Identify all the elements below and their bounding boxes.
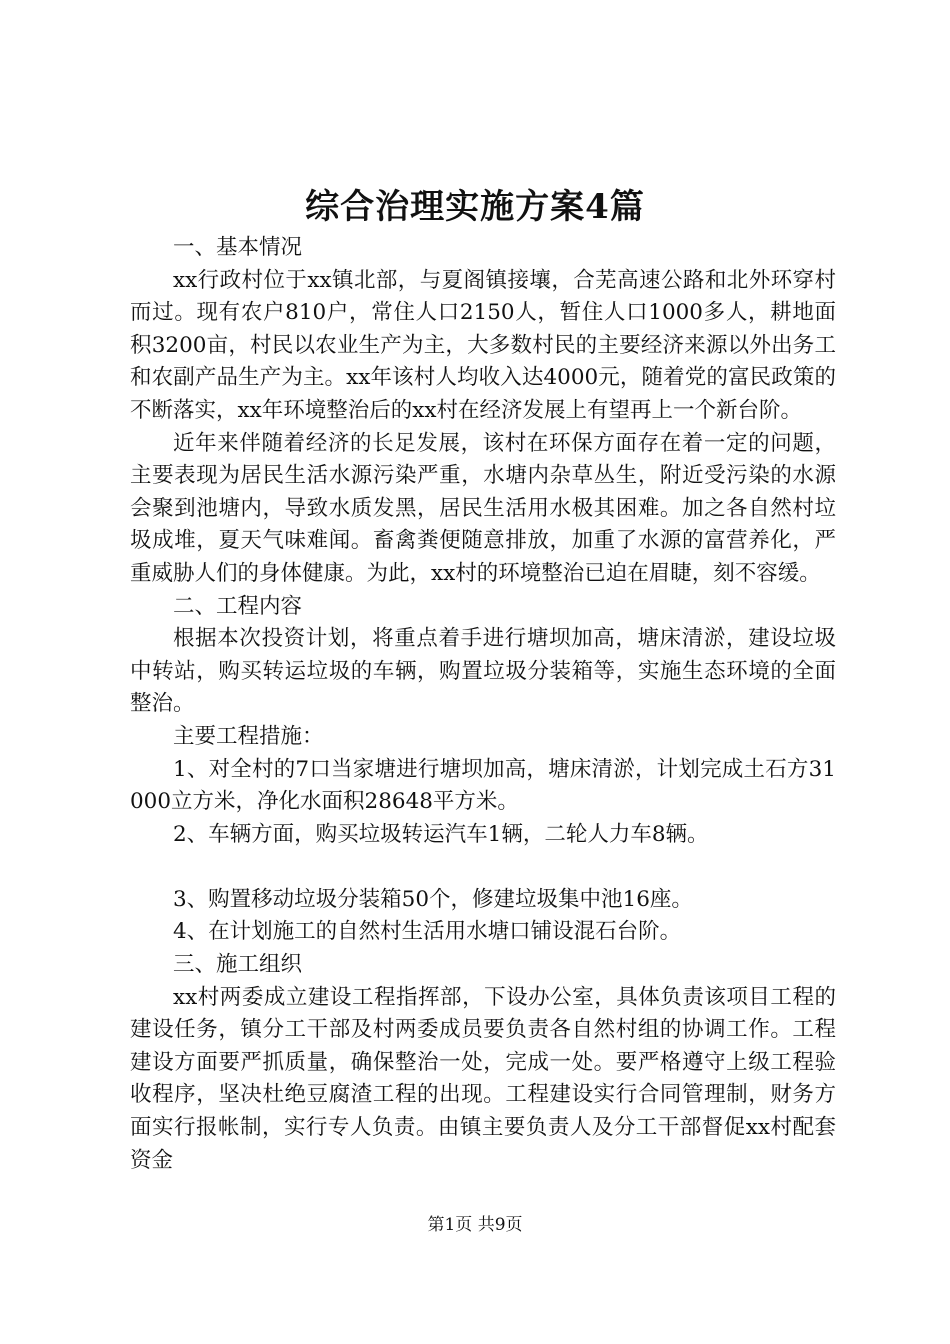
paragraph: 近年来伴随着经济的长足发展，该村在环保方面存在着一定的问题，主要表现为居民生活水源污染严重，水塘内杂草丛生，附近受污染的水源会聚到池塘内，导致水质发黑，居民生活用水极其困难。加之各自然村垃圾成堆，夏天气味难闻。畜禽粪便随意排放，加重了水源的富营养化，严重威胁人们的身体健康。为此，xx村的环境整治已迫在眉睫，刻不容缓。 — [130, 430, 836, 586]
paragraph: xx行政村位于xx镇北部，与夏阁镇接壤，合芜高速公路和北外环穿村而过。现有农户810户，常住人口2150人，暂住人口1000多人，耕地面积3200亩，村民以农业生产为主，大多数村民的主要经济来源以外出务工和农副产品生产为主。xx年该村人均收入达4000元，随着党的富民政策的不断落实，xx年环境整治后的xx村在经济发展上有望再上一个新台阶。 — [130, 267, 836, 423]
paragraph: 根据本次投资计划，将重点着手进行塘坝加高，塘床清淤，建设垃圾中转站，购买转运垃圾的车辆，购置垃圾分装箱等，实施生态环境的全面整治。 — [130, 626, 836, 717]
list-item: 3、购置移动垃圾分装箱50个，修建垃圾集中池16座。 — [173, 886, 693, 912]
list-item: 2、车辆方面，购买垃圾转运汽车1辆，二轮人力车8辆。 — [173, 821, 709, 847]
document-title: 综合治理实施方案4篇 — [305, 187, 645, 227]
list-item: 4、在计划施工的自然村生活用水塘口铺设混石台阶。 — [173, 919, 682, 945]
section-heading: 一、基本情况 — [173, 235, 303, 260]
paragraph: xx村两委成立建设工程指挥部，下设办公室，具体负责该项目工程的建设任务，镇分工干部及村两委成员要负责各自然村组的协调工作。工程建设方面要严抓质量，确保整治一处，完成一处。要严格遵守上级工程验收程序，坚决杜绝豆腐渣工程的出现。工程建设实行合同管理制，财务方面实行报帐制，实行专人负责。由镇主要负责人及分工干部督促xx村配套资金 — [130, 984, 836, 1173]
document-body — [130, 232, 836, 1177]
page-number: 第1页 共9页 — [427, 1215, 523, 1235]
section-heading: 三、施工组织 — [173, 952, 303, 978]
list-item: 1、对全村的7口当家塘进行塘坝加高，塘床清淤，计划完成土石方31000立方米，净化水面积28648平方米。 — [130, 756, 836, 815]
subheading: 主要工程措施： — [173, 723, 324, 749]
section-heading: 二、工程内容 — [173, 593, 303, 619]
